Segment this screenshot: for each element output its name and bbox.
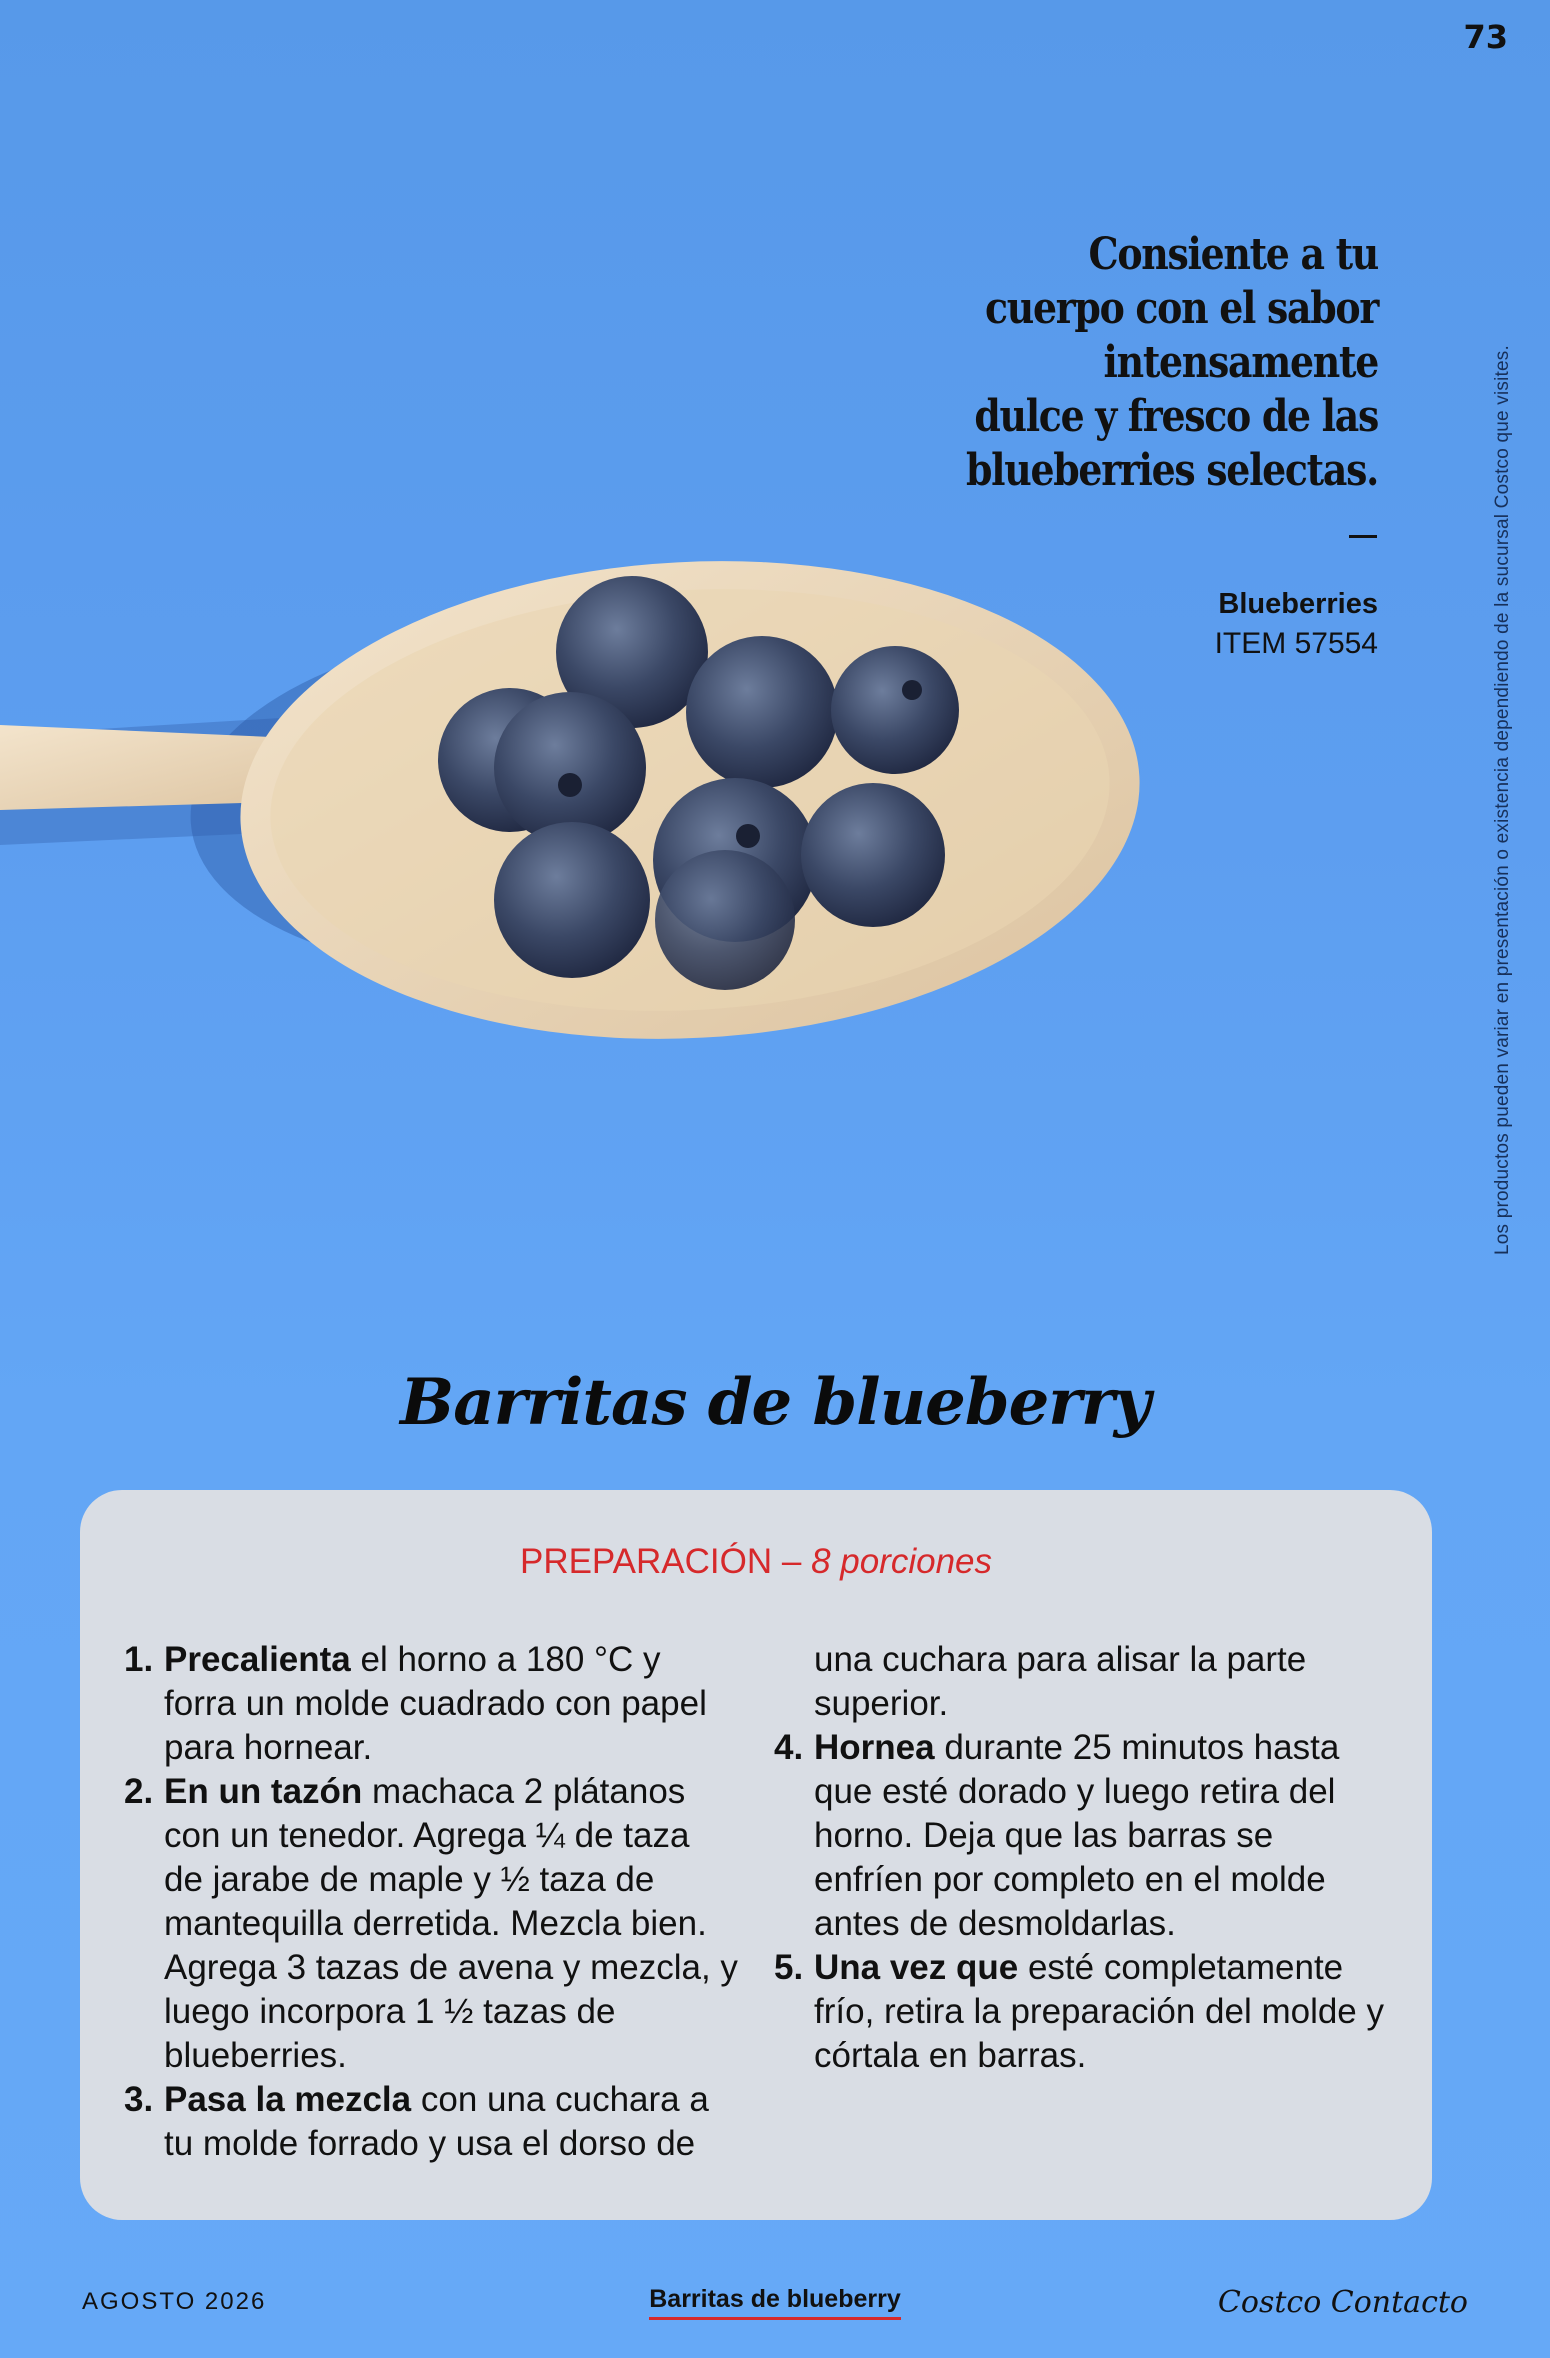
step-lead: En un tazón xyxy=(164,1772,363,1811)
prep-header xyxy=(80,1542,1432,1582)
recipe-steps xyxy=(124,1638,1388,2178)
recipe-step xyxy=(774,1726,1388,1946)
availability-disclaimer: Los productos pueden variar en presentación o existencia dependiendo de la sucursal Costco que visites. xyxy=(1492,345,1513,1255)
recipe-step xyxy=(774,1946,1388,2078)
portions: 8 porciones xyxy=(811,1542,993,1581)
prep-label: PREPARACIÓN – xyxy=(519,1542,812,1581)
recipe-card xyxy=(80,1490,1432,2220)
step-text: esté completamente frío, retira la preparación del molde y córtala en barras. xyxy=(814,1948,1384,2075)
recipe-step xyxy=(124,1638,738,1770)
step-number: 5. xyxy=(774,1948,804,1987)
step-number: 4. xyxy=(774,1728,804,1767)
tagline-line: Consiente a tu xyxy=(1088,229,1378,280)
footer-date: AGOSTO 2026 xyxy=(82,2288,267,2315)
step-number: 2. xyxy=(124,1772,154,1811)
product-name: Blueberries xyxy=(1218,588,1378,620)
step-number: 1. xyxy=(124,1640,154,1679)
page-number: 73 xyxy=(1463,18,1508,56)
tagline-line: blueberries selectas. xyxy=(965,445,1378,496)
hero-image-spoon-blueberries xyxy=(0,500,1180,1120)
tagline-line: intensamente xyxy=(1103,337,1378,388)
step-text: con una cuchara a tu molde forrado y usa el dorso de una cuchara para alisar la parte superior. xyxy=(164,1640,1307,2163)
step-lead: Precalienta xyxy=(164,1640,351,1679)
footer-brand: Costco Contacto xyxy=(1217,2285,1468,2320)
recipe-title: Barritas de blueberry xyxy=(400,1365,1150,1440)
hero-tagline xyxy=(931,228,1378,498)
tagline-line: dulce y fresco de las xyxy=(974,391,1378,442)
step-lead: Una vez que xyxy=(814,1948,1019,1987)
recipe-step xyxy=(124,1770,738,2078)
step-text: machaca 2 plátanos con un tenedor. Agrega ¼ de taza de jarabe de maple y ½ taza de mantequilla derretida. Mezcla bien. Agrega 3 tazas de avena y mezcla, y luego incorpora 1 ½ tazas de blueberries. xyxy=(164,1772,738,2075)
tagline-line: cuerpo con el sabor xyxy=(985,283,1378,334)
footer-section-label[interactable]: Barritas de blueberry xyxy=(649,2285,901,2320)
step-lead: Pasa la mezcla xyxy=(164,2080,412,2119)
step-number: 3. xyxy=(124,2080,154,2119)
step-text: durante 25 minutos hasta que esté dorado y luego retira del horno. Deja que las barras se enfríen por completo en el molde antes de desmoldarlas. xyxy=(814,1728,1340,1943)
step-text: el horno a 180 °C y forra un molde cuadrado con papel para hornear. xyxy=(164,1640,707,1767)
product-item-number: ITEM 57554 xyxy=(1214,627,1378,660)
step-lead: Hornea xyxy=(814,1728,935,1767)
divider-dash xyxy=(1349,535,1377,538)
